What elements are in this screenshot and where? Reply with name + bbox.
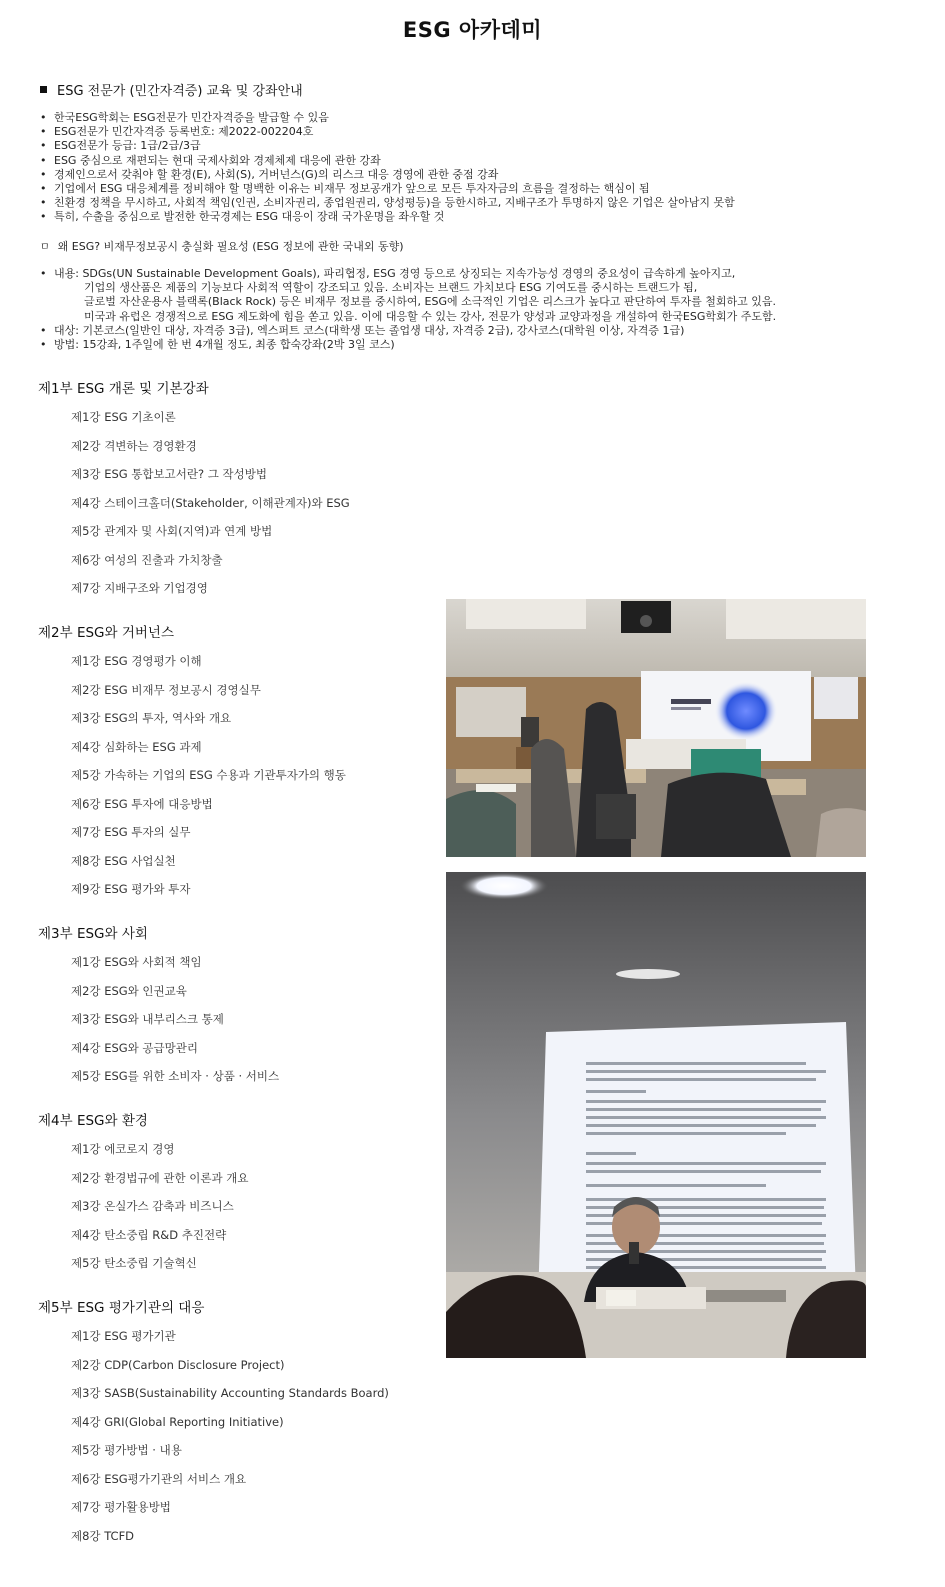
intro-heading <box>40 80 303 99</box>
target-item: • 대상: 기본코스(일반인 대상, 자격증 3급), 엑스퍼트 코스(대학생 또는 졸업생 대상, 자격증 2급), 강사코스(대학원 이상, 자격증 1급) <box>40 324 920 338</box>
part-2 <box>38 623 346 904</box>
part-title: 제2부 ESG와 거버넌스 <box>38 625 175 641</box>
lecture-item: 제1강 ESG 경영평가 이해 <box>71 654 202 668</box>
why-esg-line <box>40 238 404 254</box>
lecture-list <box>38 1322 389 1550</box>
lecture-item: 제8강 TCFD <box>71 1528 135 1543</box>
box-bullet-icon: ㅁ <box>40 242 50 253</box>
lecture-hall-photo <box>446 599 866 857</box>
lecture-item: 제1강 ESG와 사회적 책임 <box>71 955 202 969</box>
course-info-list <box>40 267 920 352</box>
lecture-list <box>38 403 350 603</box>
lecture-item: 제4강 탄소중립 R&D 추진전략 <box>71 1227 227 1242</box>
lecture-item: 제5강 관계자 및 사회(지역)과 연계 방법 <box>71 524 273 538</box>
lecture-list <box>38 647 346 904</box>
lecture-item: 제5강 ESG를 위한 소비자 · 상품 · 서비스 <box>71 1069 280 1083</box>
list-item: • ESG전문가 민간자격증 등록번호: 제2022-002204호 <box>40 125 900 139</box>
part-title: 제3부 ESG와 사회 <box>38 926 148 942</box>
lecture-item: 제1강 ESG 평가기관 <box>71 1329 176 1343</box>
part-title: 제4부 ESG와 환경 <box>38 1113 148 1129</box>
part-title: 제5부 ESG 평가기관의 대응 <box>38 1300 205 1316</box>
list-item: • 친환경 정책을 무시하고, 사회적 책임(인권, 소비자권리, 종업원권리, 양성평등)을 등한시하고, 지배구조가 투명하지 않은 기업은 살아남지 못함 <box>40 196 900 210</box>
lecture-item: 제7강 평가활용방법 <box>71 1500 171 1514</box>
lecture-item: 제2강 격변하는 경영환경 <box>71 438 197 453</box>
page-title: ESG 아카데미 <box>402 18 543 42</box>
list-item: • ESG전문가 등급: 1급/2급/3급 <box>40 139 900 153</box>
lecture-item: 제5강 가속하는 기업의 ESG 수용과 기관투자가의 행동 <box>71 768 346 782</box>
lecture-item: 제5강 탄소중립 기술혁신 <box>71 1256 197 1270</box>
lecture-item: 제5강 평가방법 · 내용 <box>71 1443 182 1457</box>
lecture-item: 제7강 ESG 투자의 실무 <box>71 825 191 839</box>
list-item: • 특히, 수출을 중심으로 발전한 한국경제는 ESG 대응이 장래 국가운명을 좌우할 것 <box>40 210 900 224</box>
lecture-item: 제8강 ESG 사업실천 <box>71 853 176 868</box>
intro-bullet-list <box>40 111 900 225</box>
lecture-item: 제3강 ESG와 내부리스크 통제 <box>71 1012 224 1026</box>
method-item: • 방법: 15강좌, 1주일에 한 번 4개월 정도, 최종 합숙강좌(2박 3일 코스) <box>40 338 920 352</box>
list-item: • ESG 중심으로 재편되는 현대 국제사회와 경제체제 대응에 관한 강좌 <box>40 154 900 168</box>
lecture-item: 제1강 ESG 기초이론 <box>71 410 176 424</box>
lecture-item: 제6강 ESG평가기관의 서비스 개요 <box>71 1471 247 1486</box>
content-line: 기업의 생산품은 제품의 기능보다 사회적 역할이 강조되고 있음. 소비자는 브랜드 가치보다 ESG 기여도를 중시하는 트랜드가 됨, <box>84 281 698 295</box>
lecture-item: 제9강 ESG 평가와 투자 <box>71 882 191 896</box>
content-first-line: 내용: SDGs(UN Sustainable Development Goals), 파리협정, ESG 경영 등으로 상징되는 지속가능성 경영의 중요성이 급속하게 높아지고, <box>54 267 736 280</box>
list-item: • 기업에서 ESG 대응체계를 정비해야 할 명백한 이유는 비재무 정보공개가 앞으로 모든 투자자금의 흐름을 결정하는 핵심이 됨 <box>40 182 900 196</box>
part-3 <box>38 924 279 1091</box>
content-item <box>40 267 920 324</box>
lecture-item: 제2강 CDP(Carbon Disclosure Project) <box>71 1357 285 1372</box>
intro-heading-text: ESG 전문가 (민간자격증) 교육 및 강좌안내 <box>57 84 303 99</box>
lecture-item: 제6강 여성의 진출과 가치창출 <box>71 552 223 567</box>
lecture-item: 제1강 에코로지 경영 <box>71 1142 175 1156</box>
lecture-item: 제3강 ESG 통합보고서란? 그 작성방법 <box>71 467 267 481</box>
square-bullet-icon <box>40 86 47 93</box>
part-4 <box>38 1111 248 1278</box>
lecture-list <box>38 1135 248 1278</box>
content-line: 글로벌 자산운용사 블랙록(Black Rock) 등은 비재무 정보를 중시하여, ESG에 소극적인 기업은 리스크가 높다고 판단하여 투자를 철회하고 있음. <box>84 295 776 309</box>
lecture-item: 제4강 심화하는 ESG 과제 <box>71 739 202 754</box>
part-5 <box>38 1298 389 1550</box>
lecture-item: 제4강 GRI(Global Reporting Initiative) <box>71 1414 284 1429</box>
why-esg-text: 왜 ESG? 비재무정보공시 충실화 필요성 (ESG 정보에 관한 국내외 동향) <box>57 240 404 253</box>
lecture-item: 제3강 온실가스 감축과 비즈니스 <box>71 1199 234 1213</box>
list-item: • 한국ESG학회는 ESG전문가 민간자격증을 발급할 수 있음 <box>40 111 900 125</box>
lecture-item: 제3강 ESG의 투자, 역사와 개요 <box>71 711 232 725</box>
lecture-item: 제7강 지배구조와 기업경영 <box>71 581 208 595</box>
content-line: 미국과 유럽은 경쟁적으로 ESG 제도화에 힘을 쏟고 있음. 이에 대응할 수 있는 강사, 전문가 양성과 교양과정을 개설하여 한국ESG학회가 주도함. <box>84 309 777 323</box>
list-item: • 경제인으로서 갖춰야 할 환경(E), 사회(S), 거버넌스(G)의 리스크 대응 경영에 관한 중점 강좌 <box>40 168 900 182</box>
part-1 <box>38 379 350 603</box>
lecture-item: 제4강 ESG와 공급망관리 <box>71 1040 198 1055</box>
lecture-list <box>38 948 279 1091</box>
lecture-item: 제4강 스테이크홀더(Stakeholder, 이해관계자)와 ESG <box>71 495 350 510</box>
lecture-item: 제2강 환경법규에 관한 이론과 개요 <box>71 1170 249 1185</box>
lecture-item: 제6강 ESG 투자에 대응방법 <box>71 796 213 811</box>
lecture-item: 제2강 ESG 비재무 정보공시 경영실무 <box>71 682 261 697</box>
lecture-item: 제2강 ESG와 인권교육 <box>71 983 187 998</box>
speaker-photo <box>446 872 866 1358</box>
lecture-item: 제3강 SASB(Sustainability Accounting Standards Board) <box>71 1386 389 1400</box>
part-title: 제1부 ESG 개론 및 기본강좌 <box>38 381 209 397</box>
